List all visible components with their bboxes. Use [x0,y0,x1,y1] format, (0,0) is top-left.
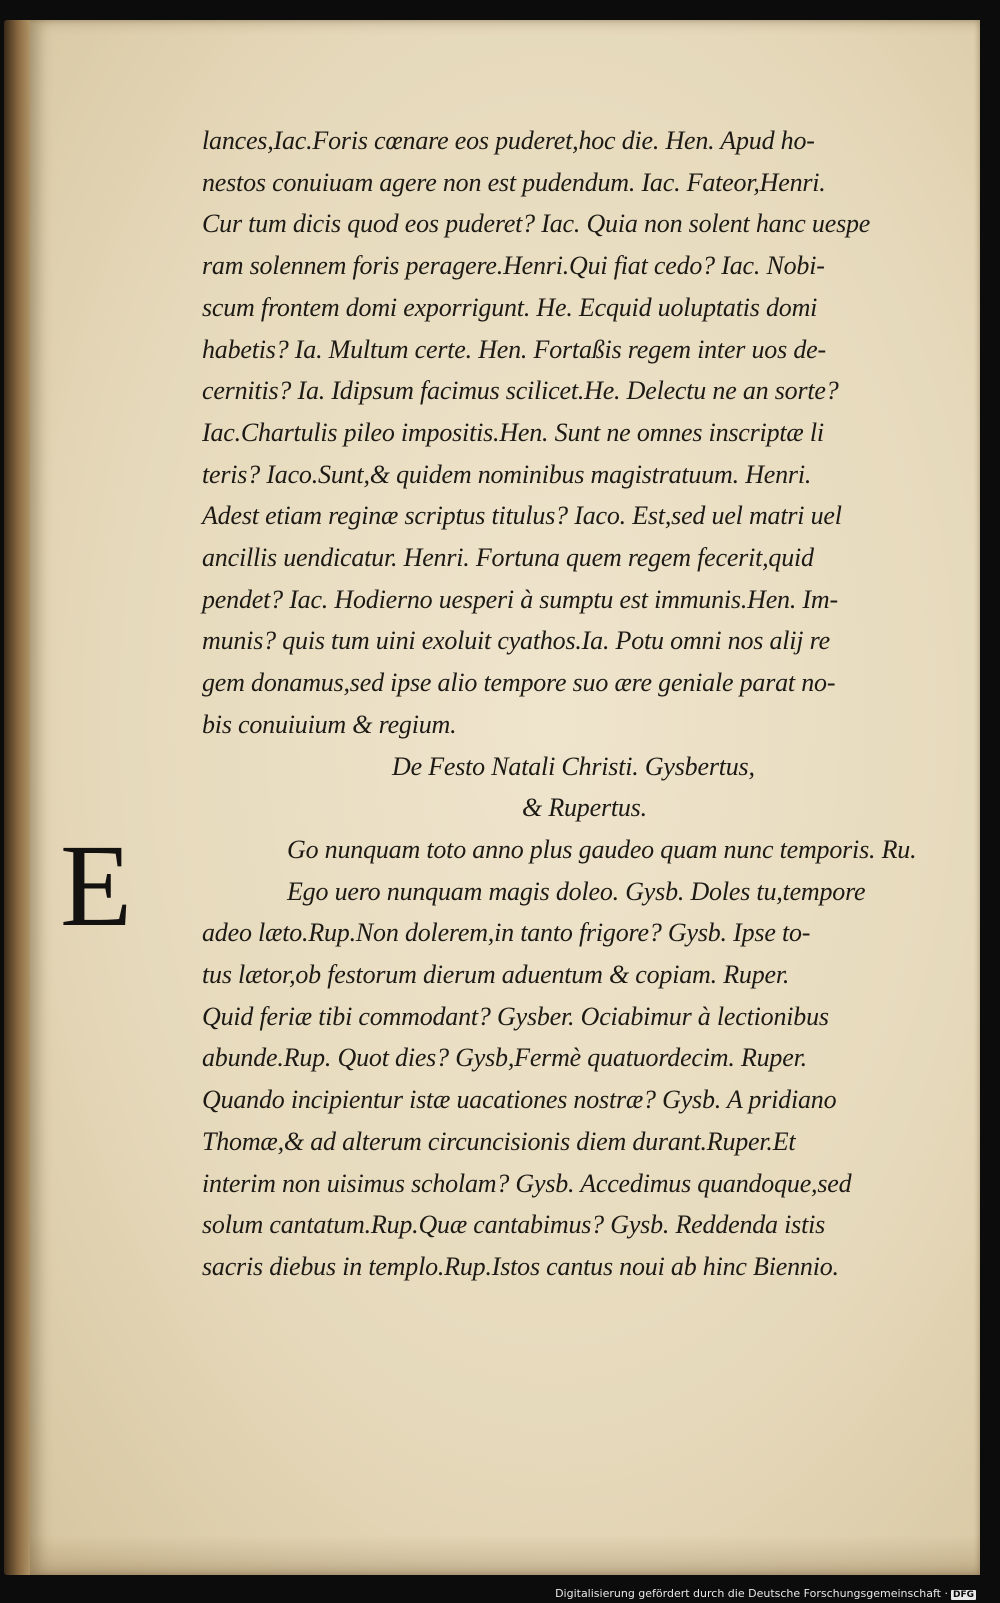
text-line: interim non uisimus scholam? Gysb. Accedimus quandoque,sed [202,1168,852,1198]
text-line: pendet? Iac. Hodierno uesperi à sumptu est immunis.Hen. Im- [202,584,838,614]
text-line: ram solennem foris peragere.Henri.Qui fiat cedo? Iac. Nobi- [202,251,825,281]
text-line: Thomæ,& ad alterum circuncisionis diem durant.Ruper.Et [202,1126,796,1156]
text-line: cernitis? Ia. Idipsum facimus scilicet.He. Delectu ne an sorte? [202,376,839,406]
text-line: bis conuiuium & regium. [202,709,457,739]
text-line: Iac.Chartulis pileo impositis.Hen. Sunt ne omnes inscriptæ li [202,417,824,447]
text-line: Quando incipientur istæ uacationes nostræ? Gysb. A pridiano [202,1085,837,1115]
text-line: Quid feriæ tibi commodant? Gysber. Ociabimur à lectionibus [202,1001,829,1031]
text-line: teris? Iaco.Sunt,& quidem nominibus magistratuum. Henri. [202,459,812,489]
colloquy-text-dialogue [202,829,992,1288]
text-line: sacris diebus in templo.Rup.Istos cantus noui ab hinc Biennio. [202,1251,839,1281]
text-line: abunde.Rup. Quot dies? Gysb,Fermè quatuordecim. Ruper. [202,1043,807,1073]
text-line: Cur tum dicis quod eos puderet? Iac. Quia non solent hanc uespe [202,209,871,239]
text-line: solum cantatum.Rup.Quæ cantabimus? Gysb. Reddenda istis [202,1210,826,1240]
text-line: lances,Iac.Foris cœnare eos puderet,hoc die. Hen. Apud ho- [202,126,815,155]
drop-cap-initial: E [60,820,133,951]
text-line: munis? quis tum uini exoluit cyathos.Ia. Potu omni nos alij re [202,626,830,656]
text-line: scum frontem domi exporrigunt. He. Ecquid uoluptatis domi [202,292,818,322]
text-line: gem donamus,sed ipse alio tempore suo ære geniale parat no- [202,668,836,698]
text-line: ancillis uendicatur. Henri. Fortuna quem regem fecerit,quid [202,543,814,573]
dfg-logo: DFG [952,1590,974,1600]
page-text [202,120,992,1288]
book-page [30,20,980,1575]
text-line: tus lætor,ob festorum dierum aduentum & copiam. Ruper. [202,960,790,990]
section-heading-speakers: & Rupertus. [522,793,647,823]
section-heading: De Festo Natali Christi. Gysbertus, [392,751,755,781]
digitization-credit [555,1587,976,1600]
text-line: Ego uero nunquam magis doleo. Gysb. Doles tu,tempore [287,876,866,906]
text-line: nestos conuiuam agere non est pudendum. Iac. Fateor,Henri. [202,167,826,197]
text-line: habetis? Ia. Multum certe. Hen. Fortaßis regem inter uos de- [202,334,826,364]
text-line: Adest etiam reginæ scriptus titulus? Iaco. Est,sed uel matri uel [202,501,842,531]
colloquy-text-top [202,120,992,746]
credit-text: Digitalisierung gefördert durch die Deutsche Forschungsgemeinschaft · [555,1587,948,1600]
text-line: adeo læto.Rup.Non dolerem,in tanto frigore? Gysb. Ipse to- [202,918,811,948]
text-line: Go nunquam toto anno plus gaudeo quam nunc temporis. Ru. [287,834,917,864]
